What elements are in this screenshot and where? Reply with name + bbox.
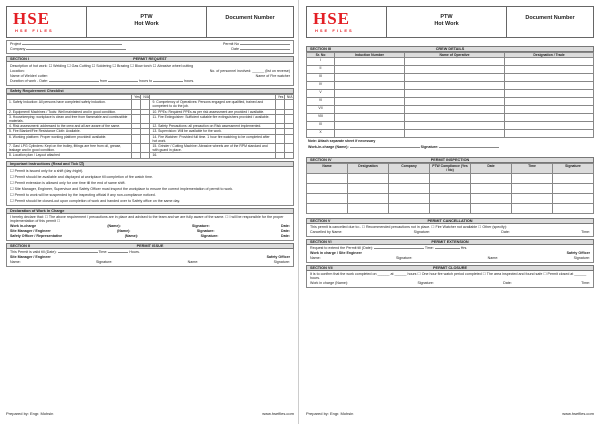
- fire-watcher-field[interactable]: Name of Fire watcher: [255, 74, 290, 78]
- form-title: [387, 7, 507, 37]
- personnel-field[interactable]: No. of personnel involved: ______ (list on reverse): [209, 69, 290, 73]
- section-3-header: SECTION III CREW DETAILS: [306, 46, 594, 52]
- table-row: II: [307, 66, 594, 74]
- website-link[interactable]: www.hsefiles.com: [262, 411, 294, 416]
- safety-checklist: Yes N/A Yes N/A 1. Safety Induction: All persons have completed safety induction. 9. Competency of Operatives: Persons engaged are qualified, trained and competent to do the job. 2. Equipment/ Machines / Tools: Well maintained and in good condition. 10. PPEs: Required PPEs as per risk assessment are provided / available. 3. Housekeeping: workplace is clean and free from flammable and combustible materials. 11. Fire Extinguisher: Sufficient suitable fire extinguishers provided / available. 4. Risk assessment: addressed to the crew and all are aware of the same. 12. Safety Precautions: all precaution on Risk assessment implemented. 5. Fire Blanket/Fire Resistance Cloth: Available. 13. Supervision: Will be available for the work. 6. Working platform: Proper working platform provided/ available. 14. Fire Watcher: Provided full time. 1 hour fire watching to be completed after hot work. 7. Gas/ LPG Cylinders: Kept on the trolley, fittings are free from oil, grease, leakage and in good condition. 15. Grinder / Cutting Machine: Abrasive wheels are of the RPM standard and with guard in place. 8. Location plan / Layout attached 16.: [6, 94, 294, 159]
- location-field[interactable]: Location:: [10, 69, 25, 73]
- cancellation-reason[interactable]: This permit is cancelled due to:- ☐ Recommended precautions not in place. ☐ Fire Watcher not available ☐ Other (specify):: [310, 224, 507, 229]
- section-1-body: [6, 62, 294, 86]
- section-6-body: Request to extend the Permit till (Date): Time: Hrs. Work in charge / Site Engineer Safety Officer Name: Signature: Name: Signature:: [306, 245, 594, 263]
- logo-text: HSE: [13, 9, 51, 28]
- duration-row[interactable]: Duration of work - Date: from hours to hours.: [10, 79, 195, 83]
- section-6-header: SECTION VI PERMIT EXTENSION: [306, 239, 594, 245]
- date-field[interactable]: Date: [231, 47, 290, 52]
- hse-logo: [7, 7, 87, 37]
- table-row: 8. Location plan / Layout attached 16.: [7, 153, 294, 158]
- table-row: 1. Safety Induction: All persons have completed safety induction. 9. Competency of Operatives: Persons engaged are qualified, trained and competent to do the job.: [7, 100, 294, 109]
- table-row: [307, 183, 594, 193]
- instruction-item[interactable]: ☐ Site Manager, Engineer, Supervisor and Safety Officer must inspect the workplace to ensure the correct implementation of permit to work.: [10, 186, 290, 192]
- permit-no-field[interactable]: Permit No: [223, 42, 290, 47]
- welder-field[interactable]: Name of Welder/ cutter:: [10, 74, 48, 78]
- checklist-header: Safety Requirement Checklist: [6, 88, 294, 94]
- website-link[interactable]: www.hsefiles.com: [562, 411, 594, 416]
- table-row: 5. Fire Blanket/Fire Resistance Cloth: Available. 13. Supervision: Will be available for the work.: [7, 129, 294, 134]
- page-2: [306, 6, 594, 416]
- logo-subtext: HSE FILES: [315, 28, 354, 33]
- work-type-checkbox[interactable]: ☐ Soldering: [92, 64, 112, 68]
- project-field[interactable]: Project: [10, 42, 122, 47]
- table-row: VI: [307, 98, 594, 106]
- work-type-checkbox[interactable]: ☐ Blow torch: [130, 64, 151, 68]
- crew-table: Sr. No Induction Number Name of Operative Designation / Trade I II III IV V VI VII VIII IX X: [306, 52, 594, 138]
- form-title: [87, 7, 207, 37]
- page-1: [6, 6, 294, 416]
- table-row: III: [307, 74, 594, 82]
- instructions-header: Important Instructions (Read and Tick ☑): [6, 161, 294, 167]
- instruction-item[interactable]: ☐ Permit to work will be suspended by the inspecting official if any non-compliance noticed.: [10, 192, 290, 198]
- table-row: [307, 193, 594, 203]
- prepared-by: Prepared by: Engr. Mohsin: [6, 411, 54, 416]
- section-5-header: SECTION V PERMIT CANCELLATION: [306, 218, 594, 224]
- title-line-1: PTW: [140, 14, 153, 20]
- section-2-body: This Permit is valid till (Date): Time: Hours. Site Manager / Engineer Safety Officer Name: Signature: Name: Signature:: [6, 249, 294, 267]
- instructions-list: [6, 167, 294, 206]
- table-row: 3. Housekeeping: workplace is clean and free from flammable and combustible materials. 11. Fire Extinguisher: Sufficient suitable fire extinguishers provided / available.: [7, 114, 294, 123]
- table-row: V: [307, 90, 594, 98]
- prepared-by: Prepared by: Engr. Mohsin: [306, 411, 354, 416]
- footer: [6, 411, 294, 416]
- title-line-2: Hot Work: [134, 21, 159, 27]
- table-row: 7. Gas/ LPG Cylinders: Kept on the trolley, fittings are free from oil, grease, leakage and in good condition. 15. Grinder / Cutting Machine: Abrasive wheels are of the RPM standard and with guard in place.: [7, 144, 294, 153]
- table-row: I: [307, 58, 594, 66]
- table-row: 4. Risk assessment: addressed to the crew and all are aware of the same. 12. Safety Precautions: all precaution on Risk assessment implemented.: [7, 124, 294, 129]
- page-divider: [298, 0, 299, 424]
- inspection-table: Name Designation Company PTW Compliance (Yes / No) Date Time Signature: [306, 163, 594, 213]
- table-row: 2. Equipment/ Machines / Tools: Well maintained and in good condition. 10. PPEs: Required PPEs as per risk assessment are provided / available.: [7, 109, 294, 114]
- page-header: [6, 6, 294, 38]
- work-type-checkbox[interactable]: ☐ Gas Cutting: [67, 64, 91, 68]
- table-row: IX: [307, 122, 594, 130]
- table-row: VII: [307, 106, 594, 114]
- work-type-checkbox[interactable]: ☐ Abrasive wheel cutting: [153, 64, 194, 68]
- table-row: 6. Working platform: Proper working platform provided/ available. 14. Fire Watcher: Provided full time. 1 hour fire watching to be completed after hot work.: [7, 134, 294, 143]
- work-type-checkbox[interactable]: ☐ Welding: [49, 64, 67, 68]
- instruction-item[interactable]: ☐ Permit should be closed-out upon completion of work and handed over to Safety office on the same day.: [10, 198, 290, 204]
- declaration-header: Declaration of Work In Charge: [6, 208, 294, 214]
- table-row: [307, 173, 594, 183]
- table-row: X: [307, 130, 594, 138]
- footer: [306, 411, 594, 416]
- instruction-item[interactable]: ☐ Permit is issued only for a shift (day /night).: [10, 168, 290, 174]
- title-line-1: PTW: [440, 14, 453, 20]
- section-5-body: This permit is cancelled due to:- ☐ Recommended precautions not in place. ☐ Fire Watcher not available ☐ Other (specify): Cancelled by Name: Signature: Date: Time:: [306, 224, 594, 237]
- logo-text: HSE: [313, 9, 351, 28]
- closure-text[interactable]: It is to confirm that the work completed on ______ at ______ hours ☐ One hour fire watch period completed ☐ The area inspected and found safe ☐ Permit closed at ______ hours.: [310, 271, 587, 281]
- section-1-header: SECTION I PERMIT REQUEST: [6, 56, 294, 62]
- title-line-2: Hot Work: [434, 21, 459, 27]
- instruction-item[interactable]: ☐ Permit should be available and displayed at workplace till completion of fire watch time.: [10, 174, 290, 180]
- crew-wic-row[interactable]: Work-in-charge (Name): Signature:: [306, 144, 594, 151]
- section-4-header: SECTION IV PERMIT INSPECTION: [306, 157, 594, 163]
- document-number: Document Number: [525, 15, 575, 21]
- project-info: [6, 40, 294, 54]
- instruction-item[interactable]: ☐ Permit extension is allowed only for one time till the end of same shift.: [10, 180, 290, 186]
- logo-subtext: HSE FILES: [15, 28, 54, 33]
- declaration-body: I hereby declare that: ☐ The above requirement / precautions are in place and advised to the team and we are fully aware of the same. ☐ I will be responsible for the proper implementation of this permit ☐ Work in-charge (Name): Signature: Date: Site Manager / Engineer (Name): Signature: Date: Safety Officer / Representative (Name): Signature: Date:: [6, 214, 294, 241]
- work-type-row: Description of hot work: ☐ Welding ☐ Gas Cutting ☐ Soldering ☐ Brazing ☐ Blow torch ☐ Abrasive wheel cutting: [10, 63, 290, 69]
- section-7-header: SECTION VII PERMIT CLOSURE: [306, 265, 594, 271]
- page-header: [306, 6, 594, 38]
- work-type-checkbox[interactable]: ☐ Brazing: [112, 64, 129, 68]
- hse-logo: [307, 7, 387, 37]
- table-row: VIII: [307, 114, 594, 122]
- crew-note: Note: Attach separate sheet if necessary: [308, 139, 376, 144]
- company-field[interactable]: Company: [10, 47, 126, 52]
- declaration-text: I hereby declare that: ☐ The above requirement / precautions are in place and advised to the team and we are fully aware of the same. ☐ I will be responsible for the proper implementation of this permit ☐: [10, 214, 284, 224]
- table-row: IV: [307, 82, 594, 90]
- section-7-body: It is to confirm that the work completed on ______ at ______ hours ☐ One hour fire watch period completed ☐ The area inspected and found safe ☐ Permit closed at ______ hours. Work in charge (Name): Signature: Date: Time:: [306, 271, 594, 288]
- section-2-header: SECTION II PERMIT ISSUE: [6, 243, 294, 249]
- table-row: [307, 203, 594, 213]
- document-number: Document Number: [225, 15, 275, 21]
